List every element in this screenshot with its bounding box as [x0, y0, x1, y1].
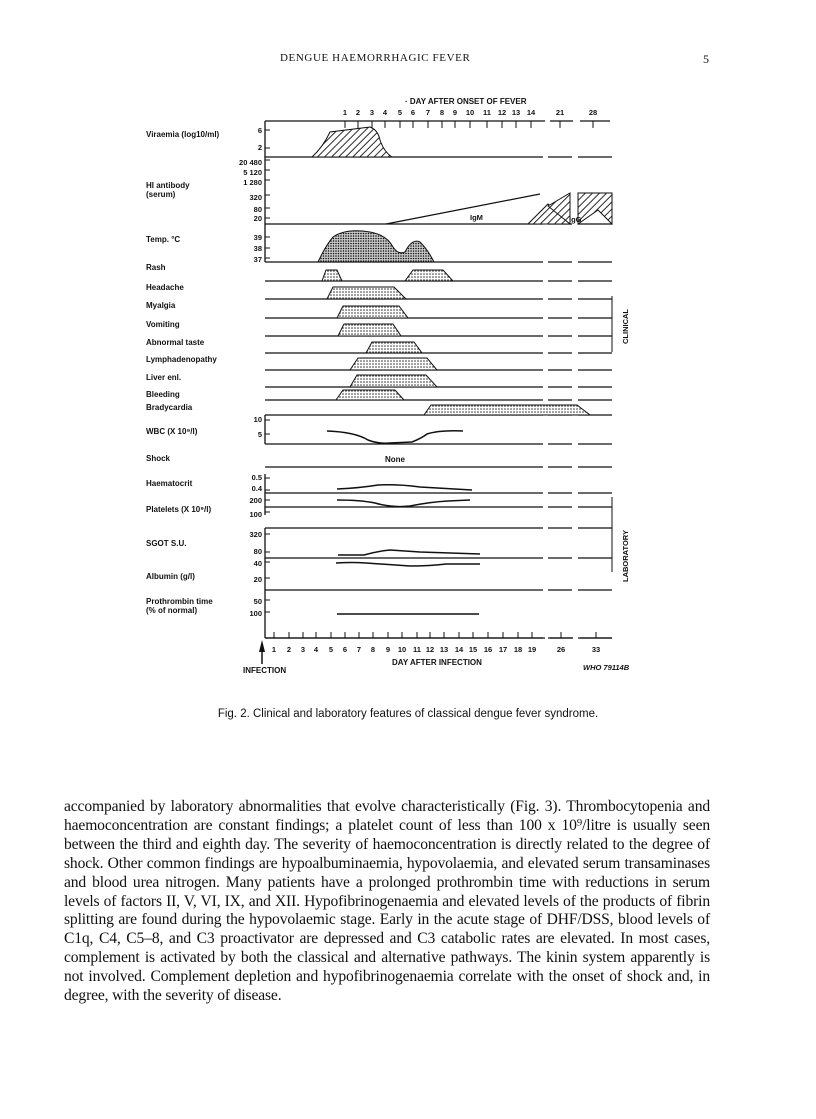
row-label: Liver enl.	[146, 373, 182, 382]
top-tick-label: 4	[382, 108, 388, 117]
bottom-tick-label: 17	[498, 645, 508, 654]
row-label: Headache	[146, 283, 184, 292]
bottom-tick-label: 19	[527, 645, 537, 654]
scale-label: 39	[253, 233, 262, 242]
bottom-axis-title: DAY AFTER INFECTION	[392, 658, 482, 667]
bottom-tick-label: 8	[370, 645, 376, 654]
clinical-bracket	[621, 309, 630, 344]
top-axis	[265, 97, 610, 128]
hi-antibody-curves	[386, 193, 612, 224]
shock-indicator	[385, 455, 406, 464]
scale-label: 20	[253, 575, 262, 584]
infection-label: INFECTION	[243, 666, 287, 675]
bottom-tick-label: 26	[556, 645, 566, 654]
rash-bars	[322, 270, 453, 281]
headache-bar	[327, 287, 406, 299]
haematocrit-curve	[337, 485, 472, 490]
liver-enlargement-bar	[350, 375, 437, 387]
scale-label: 37	[253, 255, 262, 264]
bleeding-bar	[336, 390, 404, 400]
scale-label: 5 120	[243, 168, 262, 177]
clinical-label: CLINICAL	[621, 309, 630, 344]
top-tick-label: 6	[410, 108, 416, 117]
row-label: Bleeding	[146, 390, 180, 399]
row-label: Lymphadenopathy	[146, 355, 217, 364]
scale-label: 38	[253, 244, 262, 253]
row-label-prothrombin: Prothrombin time (% of normal)	[146, 597, 213, 615]
scale-label: 320	[249, 193, 262, 202]
top-tick-label: 2	[355, 108, 361, 117]
bottom-tick-label: 9	[385, 645, 391, 654]
laboratory-bracket	[621, 530, 630, 582]
row-label: Rash	[146, 263, 166, 272]
bottom-tick-label: 6	[342, 645, 348, 654]
scale-label: 40	[253, 559, 262, 568]
bottom-tick-label: 1	[271, 645, 277, 654]
shock-none-label: None	[385, 455, 405, 464]
albumin-curve	[336, 563, 480, 567]
bottom-tick-label: 5	[328, 645, 334, 654]
scale-label: 100	[249, 609, 262, 618]
baselines	[265, 157, 612, 638]
top-tick-label: 1	[342, 108, 348, 117]
figure-caption: Fig. 2. Clinical and laboratory features of classical dengue fever syndrome.	[217, 708, 599, 720]
top-tick-label: 8	[439, 108, 445, 117]
top-tick-label: 5	[397, 108, 403, 117]
scale-label: 20	[253, 214, 262, 223]
scale-label: 6	[257, 126, 262, 135]
scale-label: 5	[257, 430, 262, 439]
bradycardia-bar	[424, 405, 590, 415]
row-label: Abnormal taste	[146, 338, 205, 347]
bottom-tick-label: 11	[413, 645, 421, 654]
row-label: Platelets (X 10⁹/l)	[146, 505, 212, 514]
row-label: SGOT S.U.	[146, 539, 187, 548]
row-label: WBC (X 10⁹/l)	[146, 427, 198, 436]
scale-label: 320	[249, 530, 262, 539]
igg-label: IgG	[569, 215, 582, 224]
scale-label: 80	[253, 547, 262, 556]
vomiting-bar	[338, 324, 401, 336]
row-label: Albumin (g/l)	[146, 572, 195, 581]
body-paragraph: accompanied by laboratory abnormalities that evolve characteristically (Fig. 3). Thrombocytopenia and haemoconcentration are constant findings; a platelet count of less than 100 x 10⁹/litre is usually seen between the third and eighth day. The severity of haemoconcentration is directly related to the degree of shock. Other common findings are hypoalbuminaemia, hypovolaemia, and elevated serum transaminases and blood urea nitrogen. Many patients have a prolonged prothrombin time with reductions in serum levels of factors II, V, VI, IX, and XII. Hypofibrinogenaemia and elevated levels of the products of fibrin splitting are found during the hypovolaemic stage. Early in the acute stage of DHF/DSS, blood levels of C1q, C4, C5–8, and C3 proactivator are depressed and C3 catabolic rates are elevated. In most cases, complement is activated by both the classical and alternative pathways. The kinin system apparently is not involved. Complement depletion and hypofibrinogenaemia correlate with the onset of shock and, in degree, with the severity of disease.	[64, 798, 710, 1005]
bottom-tick-label: 16	[483, 645, 493, 654]
top-tick-label: 28	[588, 108, 598, 117]
who-credit: WHO 79114B	[583, 663, 630, 672]
bottom-tick-label: 2	[286, 645, 292, 654]
row-label-viraemia: Viraemia (log10/ml)	[146, 130, 220, 139]
bottom-tick-label: 14	[454, 645, 464, 654]
top-tick-label: 14	[526, 108, 536, 117]
row-label: Vomiting	[146, 320, 180, 329]
row-label: Temp. °C	[146, 235, 181, 244]
temperature-curve	[318, 231, 434, 262]
page-number: 5	[703, 52, 709, 66]
top-tick-label: 3	[369, 108, 375, 117]
row-label: Shock	[146, 454, 171, 463]
igm-label: IgM	[470, 213, 483, 222]
bottom-tick-label: 7	[356, 645, 362, 654]
bottom-tick-label: 33	[591, 645, 601, 654]
row-label: Myalgia	[146, 301, 176, 310]
top-tick-label: 11	[483, 108, 491, 117]
bottom-tick-label: 12	[425, 645, 435, 654]
top-tick-label: 7	[425, 108, 431, 117]
scale-label: 50	[253, 597, 262, 606]
running-title: DENGUE HAEMORRHAGIC FEVER	[280, 52, 471, 64]
scale-label: 20 480	[239, 158, 262, 167]
sgot-curve	[338, 550, 480, 555]
viraemia-curve	[312, 127, 392, 157]
top-tick-label: 9	[452, 108, 458, 117]
scale-label: 200	[249, 496, 262, 505]
bottom-tick-label: 4	[313, 645, 319, 654]
bottom-tick-label: 18	[513, 645, 523, 654]
top-tick-label: 13	[511, 108, 521, 117]
row-label: Haematocrit	[146, 479, 193, 488]
wbc-curve	[327, 431, 463, 443]
bottom-tick-label: 13	[439, 645, 449, 654]
bottom-tick-label: 10	[397, 645, 407, 654]
abnormal-taste-bar	[366, 342, 422, 353]
scale-label: 2	[257, 143, 262, 152]
bottom-tick-label: 3	[300, 645, 306, 654]
top-tick-label: 10	[465, 108, 475, 117]
row-label-hi-antibody: HI antibody (serum)	[146, 181, 190, 199]
top-tick-label: 21	[555, 108, 565, 117]
scale-label: 80	[253, 205, 262, 214]
bottom-tick-label: 15	[468, 645, 478, 654]
top-axis-title: · DAY AFTER ONSET OF FEVER	[405, 97, 527, 106]
scale-label: 10	[253, 415, 262, 424]
scale-labels	[239, 126, 263, 618]
row-labels	[146, 130, 220, 615]
lymphadenopathy-bar	[350, 358, 437, 370]
laboratory-label: LABORATORY	[621, 530, 630, 582]
row-label: Bradycardia	[146, 403, 193, 412]
scale-label: 0.5	[251, 473, 262, 482]
myalgia-bar	[337, 306, 408, 318]
platelet-curve	[337, 500, 470, 507]
top-tick-label: 12	[497, 108, 507, 117]
scale-label: 0.4	[251, 484, 262, 493]
scale-label: 1 280	[243, 178, 262, 187]
scale-label: 100	[249, 510, 262, 519]
